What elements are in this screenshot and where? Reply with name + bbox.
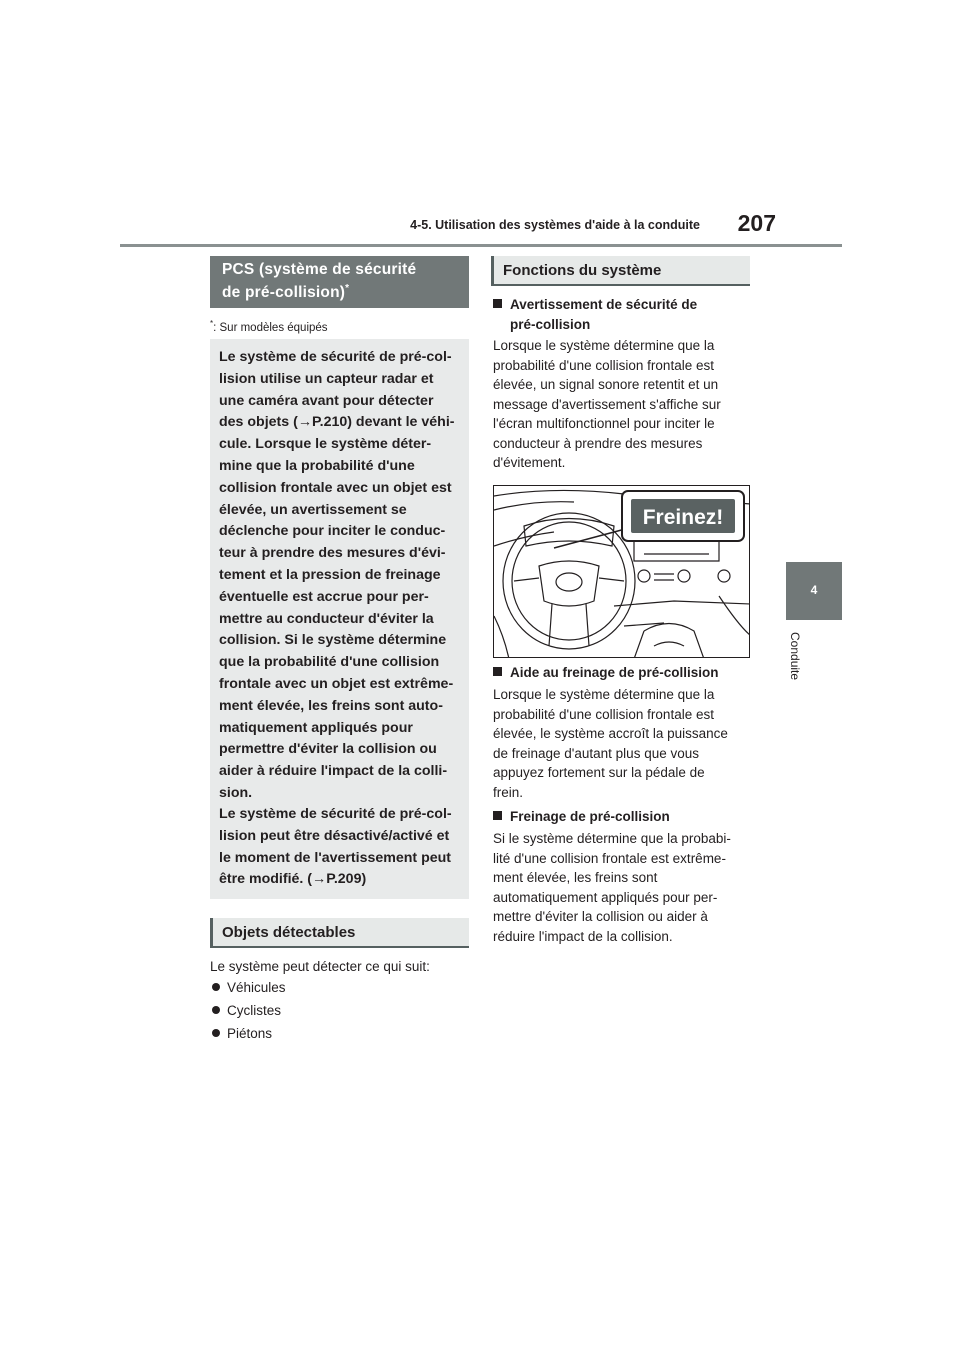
chapter-label-text: Conduite [788, 632, 802, 681]
text-line: le moment de l'avertissement peut [219, 849, 452, 866]
braking-paragraph [493, 829, 751, 946]
warning-title-line2: pré-collision [510, 317, 591, 332]
text-line: réduire l'impact de la collision. [493, 928, 673, 944]
text-line: Si le système détermine que la probabi- [493, 831, 731, 846]
square-bullet-icon [493, 667, 502, 676]
list-item [212, 1003, 281, 1018]
dashboard-illustration [493, 485, 750, 658]
footnote-mark: * [210, 319, 214, 328]
text-line: tement et la pression de freinage [219, 567, 441, 583]
bullet-icon [212, 1006, 220, 1014]
running-header: 4-5. Utilisation des systèmes d'aide à la conduite [410, 218, 700, 232]
brake-assist-subheading [493, 663, 719, 683]
text-line: que la probabilité d'une collision [219, 654, 440, 671]
text-line: ment élevée, les freins sont [493, 870, 658, 885]
functions-title: Fonctions du système [503, 262, 662, 279]
text-line: cule. Lorsque le système déter- [219, 436, 432, 453]
text-line: mettre d'éviter la collision ou aider à [493, 909, 708, 924]
text-line: matiquement appliqués pour [219, 719, 413, 736]
text-line: déclenche pour inciter le conduc- [219, 523, 446, 540]
brake-assist-paragraph [493, 685, 751, 802]
heading-bar [210, 918, 213, 948]
text-line: frein. [493, 784, 524, 800]
text-line: Le système de sécurité de pré-col- [219, 806, 452, 822]
text-line: être modifié. (→P.209) [219, 871, 367, 888]
functions-section-heading [491, 256, 750, 286]
page-number: 207 [737, 210, 776, 236]
braking-subheading [493, 807, 670, 827]
text-line: ment élevée, les freins sont auto- [219, 697, 443, 714]
text-line: appuyez fortement sur la pédale de [493, 765, 705, 780]
list-item-text: Cyclistes [227, 1003, 282, 1018]
text-line: élevée, un avertissement se [219, 501, 407, 518]
text-line: sion. [219, 785, 253, 801]
text-line: d'évitement. [493, 455, 566, 470]
objects-title: Objets détectables [222, 924, 356, 941]
pcs-title-line2 [222, 283, 349, 302]
text-line: élevée, un signal sonore retentit et un [493, 377, 719, 392]
text-line: probabilité d'une collision frontale est [493, 706, 714, 722]
pcs-title-line2-text: de pré-collision) [222, 284, 346, 302]
freinez-warning-text: Freinez! [642, 506, 724, 529]
text-line: Lorsque le système détermine que la [493, 338, 715, 353]
text-line: teur à prendre des mesures d'évi- [219, 545, 446, 562]
text-line: mettre au conducteur d'éviter la [219, 610, 434, 627]
square-bullet-icon [493, 299, 502, 308]
bullet-icon [212, 983, 220, 991]
text-line: message d'avertissement s'affiche sur [493, 396, 721, 412]
text-line: de freinage d'autant plus que vous [493, 745, 699, 761]
pcs-section-heading [210, 256, 469, 308]
text-line: Lorsque le système détermine que la [493, 687, 715, 702]
dashboard-drawing [494, 486, 750, 658]
heading-underline [491, 284, 750, 286]
text-line: permettre d'éviter la collision ou [219, 741, 437, 758]
text-line: collision. Si le système détermine [219, 632, 447, 649]
list-item-text: Piétons [227, 1026, 273, 1041]
text-line: l'écran multifonctionnel pour inciter le [493, 416, 715, 431]
text-line: éventuelle est accrue pour per- [219, 588, 429, 605]
objects-section-heading [210, 918, 469, 948]
text-line: des objets (→P.210) devant le véhi- [219, 414, 455, 431]
text-line: élevée, le système accroît la puissance [493, 726, 728, 741]
text-line: une caméra avant pour détecter [219, 392, 434, 409]
pcs-title-line1: PCS (système de sécurité [222, 261, 417, 278]
text-line: conducteur à prendre des mesures [493, 435, 703, 451]
objects-intro: Le système peut détecter ce qui suit: [210, 959, 430, 974]
text-line: automatiquement appliqués pour per- [493, 889, 718, 905]
pcs-description-box [210, 339, 469, 899]
braking-title: Freinage de pré-collision [510, 809, 670, 824]
warning-subheading [493, 295, 697, 335]
chapter-label [786, 632, 806, 692]
footnote-text: : Sur modèles équipés [213, 321, 328, 334]
brake-assist-title: Aide au freinage de pré-collision [510, 665, 719, 680]
warning-paragraph [493, 336, 751, 473]
text-line: mine que la probabilité d'une [219, 458, 415, 474]
text-line: aider à réduire l'impact de la colli- [219, 763, 448, 780]
chapter-number: 4 [810, 583, 818, 597]
header-rule [120, 244, 842, 247]
list-item-text: Véhicules [227, 980, 286, 995]
heading-bar [491, 256, 494, 286]
footnote [210, 319, 328, 334]
text-line: frontale avec un objet est extrême- [219, 676, 454, 692]
bullet-icon [212, 1029, 220, 1037]
heading-underline [210, 946, 469, 948]
text-line: Le système de sécurité de pré-col- [219, 349, 452, 365]
text-line: lité d'une collision frontale est extrême- [493, 850, 726, 866]
text-line: probabilité d'une collision frontale est [493, 357, 714, 373]
warning-title-line1: Avertissement de sécurité de [510, 297, 698, 312]
list-item [212, 1026, 272, 1041]
square-bullet-icon [493, 811, 502, 820]
pcs-title-mark: * [345, 283, 350, 294]
text-line: collision frontale avec un objet est [219, 479, 452, 496]
list-item [212, 980, 286, 995]
text-line: lision peut être désactivé/activé et [219, 827, 450, 844]
text-line: lision utilise un capteur radar et [219, 370, 434, 387]
